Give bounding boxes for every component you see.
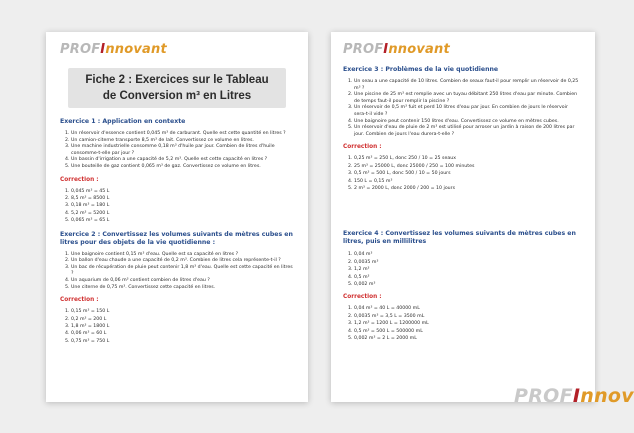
answer-item: 0,5 m³ = 500 L, donc 500 / 10 = 50 jours — [354, 171, 451, 177]
exercise-3-questions — [343, 79, 581, 138]
answer-item: 0,045 m³ = 45 L — [71, 188, 110, 194]
exercise-1-questions — [60, 131, 294, 171]
answer-item: 8,5 m³ = 8500 L — [71, 195, 110, 201]
answer-item: 1,8 m³ = 1800 L — [71, 323, 110, 329]
answer-item: 1,2 m³ = 1200 L = 1200000 mL — [354, 321, 429, 327]
answer-item: 0,04 m³ = 40 L = 40000 mL — [354, 306, 420, 312]
answer-item: 0,06 m³ = 60 L — [71, 331, 107, 337]
question-item: Un ballon d'eau chaude a une capacité de 0,2 m³. Combien de litres cela représente-t-il ? — [71, 258, 281, 264]
brand-logo: PROFInnovant — [60, 42, 167, 57]
correction-label: Correction : — [60, 297, 99, 304]
exercise-1-answers — [60, 188, 294, 225]
question-item: Un bac de récupération de pluie peut contenir 1,8 m³ d'eau. Quelle est cette capacité en litres ? — [71, 264, 293, 277]
answer-item: 25 m³ = 25000 L, donc 25000 / 250 = 100 minutes — [354, 163, 475, 169]
exercise-4-answers — [343, 305, 581, 342]
answer-item: 0,75 m³ = 750 L — [71, 338, 110, 344]
answer-item: 0,15 m³ = 150 L — [71, 309, 110, 315]
question-item: Une machine industrielle consomme 0,18 m³ d'huile par jour. Combien de litres d'huile consomme-t-elle par jour ? — [71, 144, 275, 156]
correction-label: Correction : — [60, 176, 99, 183]
question-item: Une baignoire peut contenir 150 litres d'eau. Convertissez ce volume en mètres cubes. — [354, 118, 559, 124]
answer-item: 0,5 m³ = 500 L = 500000 mL — [354, 328, 423, 334]
exercise-2-questions — [60, 252, 294, 292]
exercise-4-heading: Exercice 4 : Convertissez les volumes suivants de mètres cubes en litres, puis en millilitres — [343, 230, 576, 246]
worksheet-title — [68, 68, 286, 108]
question-item: 1,2 m³ — [354, 267, 370, 273]
question-item: Une baignoire contient 0,15 m³ d'eau. Quelle est sa capacité en litres ? — [71, 251, 239, 257]
question-item: Une bouteille de gaz contient 0,065 m³ de gaz. Convertissez ce volume en litres. — [71, 163, 261, 169]
question-item: Un réservoir d'eau de pluie de 2 m³ est utilisé pour arroser un jardin à raison de 200 litres par jour. Combien de jours l'eau durera-t-elle ? — [354, 125, 575, 137]
brand-watermark: PROFInnov — [514, 385, 634, 407]
question-item: Un seau a une capacité de 10 litres. Combien de seaux faut-il pour remplir un réservoir de 0,25 m³ ? — [354, 79, 579, 91]
answer-item: 0,002 m³ = 2 L = 2000 mL — [354, 336, 417, 342]
question-item: 0,04 m³ — [354, 252, 373, 258]
question-item: Un aquarium de 0,06 m³ contient combien de litres d'eau ? — [71, 277, 210, 283]
exercise-3-heading: Exercice 3 : Problèmes de la vie quotidienne — [343, 66, 499, 73]
question-item: Une piscine de 25 m³ est remplie avec un tuyau débitant 250 litres d'eau par minute. Combien de temps faut-il pour remplir la piscine ? — [354, 92, 578, 104]
exercise-4-questions — [343, 251, 581, 288]
question-item: Un réservoir d'essence contient 0,045 m³ de carburant. Quelle est cette quantité en litres ? — [71, 131, 286, 136]
worksheet-page-right — [331, 32, 595, 402]
answer-item: 0,065 m³ = 65 L — [71, 218, 110, 224]
question-item: 0,5 m³ — [354, 274, 370, 280]
question-item: Un bassin d'irrigation a une capacité de 5,2 m³. Quelle est cette capacité en litres ? — [71, 157, 268, 163]
question-item: Un réservoir de 0,5 m³ fuit et perd 10 litres d'eau par jour. En combien de jours le réservoir sera-t-il vide ? — [354, 105, 568, 117]
question-item: 0,002 m³ — [354, 282, 376, 287]
question-item: Une citerne de 0,75 m³. Convertissez cette capacité en litres. — [71, 284, 216, 290]
exercise-1-heading: Exercice 1 : Application en contexte — [60, 118, 186, 125]
answer-item: 5,2 m³ = 5200 L — [71, 210, 110, 216]
answer-item: 0,2 m³ = 200 L — [71, 316, 107, 322]
brand-logo: PROFInnovant — [343, 42, 450, 57]
answer-item: 150 L = 0,15 m³ — [354, 178, 393, 184]
answer-item: 0,0035 m³ = 3,5 L = 3500 mL — [354, 313, 425, 319]
exercise-2-heading: Exercice 2 : Convertissez les volumes suivants de mètres cubes en litres pour des objets de la vie quotidienne : — [60, 230, 293, 246]
correction-label: Correction : — [343, 144, 382, 151]
question-item: 0,0035 m³ — [354, 259, 379, 265]
answer-item: 2 m³ = 2000 L, donc 2000 / 200 = 10 jours — [354, 185, 456, 191]
worksheet-page-left — [46, 32, 308, 402]
correction-label: Correction : — [343, 294, 382, 301]
exercise-2-answers — [60, 308, 294, 345]
title-line-2: de Conversion m³ en Litres — [102, 90, 252, 102]
answer-item: 0,18 m³ = 180 L — [71, 203, 110, 209]
question-item: Un camion-citerne transporte 8,5 m³ de lait. Convertissez ce volume en litres. — [71, 137, 254, 143]
title-line-1: Fiche 2 : Exercices sur le Tableau — [85, 74, 269, 86]
exercise-3-answers — [343, 155, 581, 192]
answer-item: 0,25 m³ = 250 L, donc 250 / 10 = 25 seaux — [354, 156, 456, 162]
